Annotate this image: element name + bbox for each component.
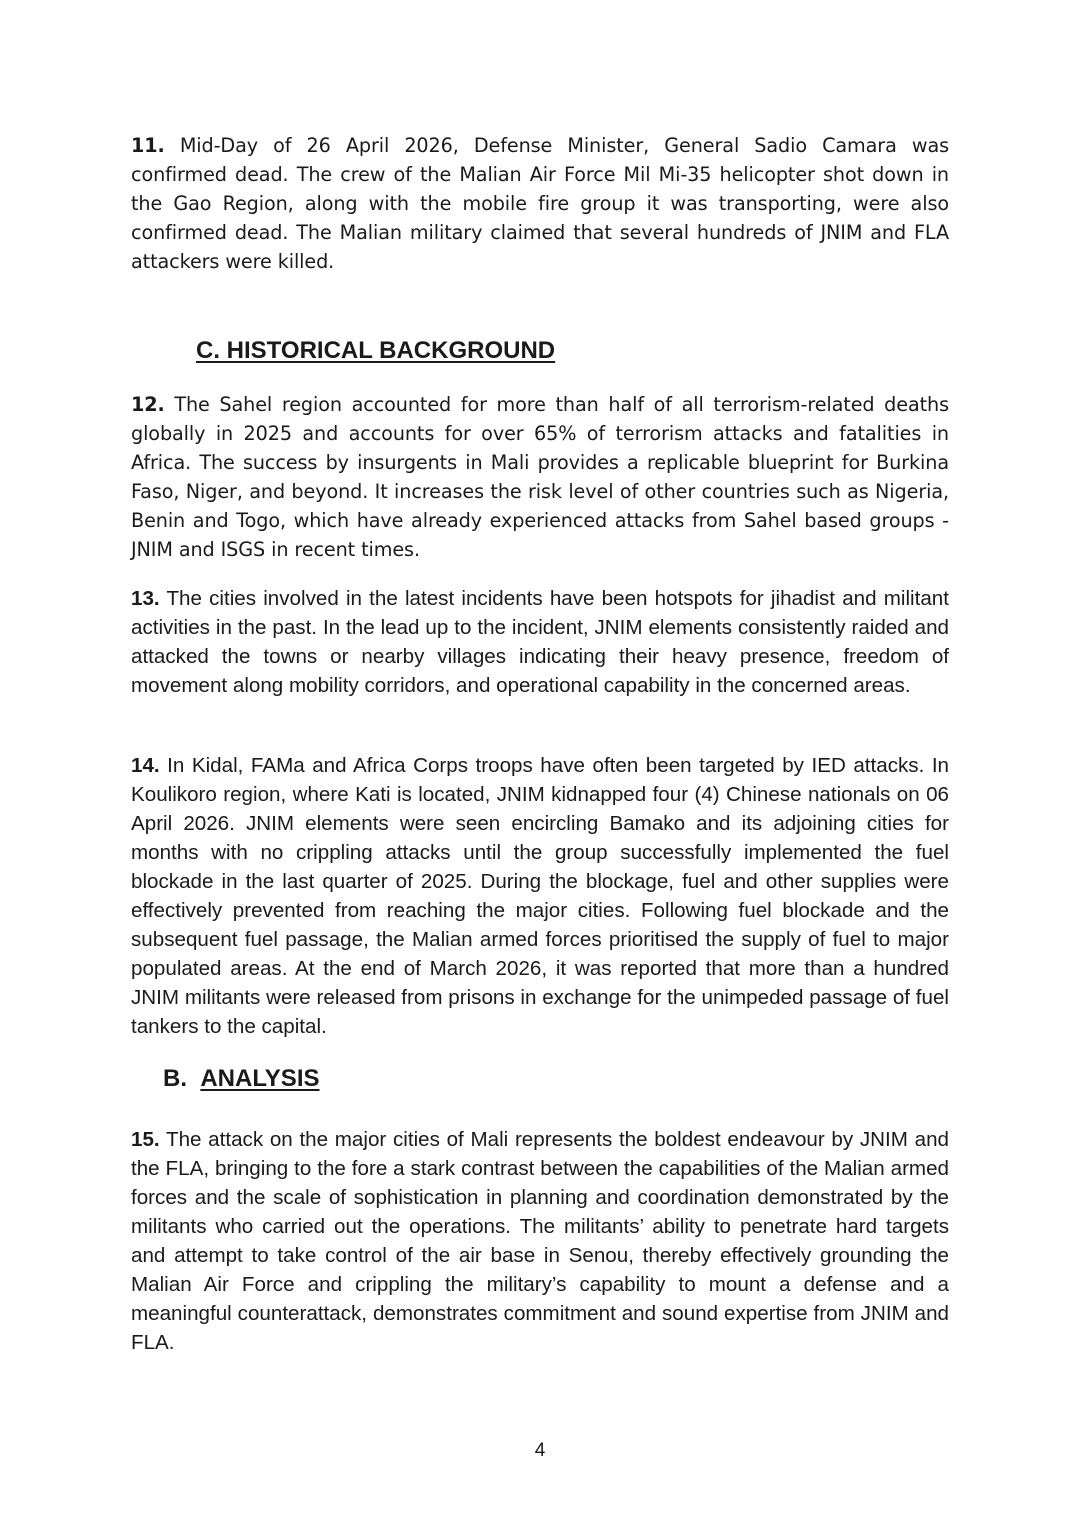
paragraph-text: Mid-Day of 26 April 2026, Defense Minister, General Sadio Camara was confirmed dead. The crew of the Malian Air Force Mil Mi-35 helicopter shot down in the Gao Region, along with the mobile fire group it was transporting, were also confirmed dead. The Malian military claimed that several hundreds of JNIM and FLA attackers were killed. bbox=[131, 134, 950, 273]
paragraph-13 bbox=[131, 584, 949, 700]
section-heading-analysis bbox=[163, 1064, 320, 1094]
paragraph-number: 13. bbox=[131, 587, 160, 610]
paragraph-14 bbox=[131, 751, 949, 1041]
paragraph-text: In Kidal, FAMa and Africa Corps troops have often been targeted by IED attacks. In Koulikoro region, where Kati is located, JNIM kidnapped four (4) Chinese nationals on 06 April 2026. JNIM elements were seen encircling Bamako and its adjoining cities for months with no crippling attacks until the group successfully implemented the fuel blockade in the last quarter of 2025. During the blockage, fuel and other supplies were effectively prevented from reaching the major cities. Following fuel blockade and the subsequent fuel passage, the Malian armed forces prioritised the supply of fuel to major populated areas. At the end of March 2026, it was reported that more than a hundred JNIM militants were released from prisons in exchange for the unimpeded passage of fuel tankers to the capital. bbox=[131, 754, 949, 1038]
paragraph-11 bbox=[131, 131, 949, 276]
paragraph-15 bbox=[131, 1125, 949, 1357]
paragraph-text: The attack on the major cities of Mali represents the boldest endeavour by JNIM and the FLA, bringing to the fore a stark contrast between the capabilities of the Malian armed forces and the scale of sophistication in planning and coordination demonstrated by the militants who carried out the operations. The militants’ ability to penetrate hard targets and attempt to take control of the air base in Senou, thereby effectively grounding the Malian Air Force and crippling the military’s capability to mount a defense and a meaningful counterattack, demonstrates commitment and sound expertise from JNIM and FLA. bbox=[131, 1128, 949, 1354]
paragraph-12 bbox=[131, 390, 949, 564]
heading-prefix: B. bbox=[163, 1065, 187, 1092]
paragraph-text: The cities involved in the latest incidents have been hotspots for jihadist and militant activities in the past. In the lead up to the incident, JNIM elements consistently raided and attacked the towns or nearby villages indicating their heavy presence, freedom of movement along mobility corridors, and operational capability in the concerned areas. bbox=[131, 587, 949, 697]
heading-text: ANALYSIS bbox=[200, 1065, 320, 1092]
paragraph-number: 15. bbox=[131, 1128, 160, 1151]
page-number: 4 bbox=[534, 1440, 546, 1461]
paragraph-number: 14. bbox=[131, 754, 160, 777]
paragraph-number: 11. bbox=[131, 134, 165, 157]
heading-text: C. HISTORICAL BACKGROUND bbox=[196, 337, 556, 364]
paragraph-number: 12. bbox=[131, 393, 165, 416]
section-heading-historical-background bbox=[196, 336, 555, 366]
paragraph-text: The Sahel region accounted for more than half of all terrorism-related deaths globally in 2025 and accounts for over 65% of terrorism attacks and fatalities in Africa. The success by insurgents in Mali provides a replicable blueprint for Burkina Faso, Niger, and beyond. It increases the risk level of other countries such as Nigeria, Benin and Togo, which have already experienced attacks from Sahel based groups - JNIM and ISGS in recent times. bbox=[131, 393, 949, 561]
